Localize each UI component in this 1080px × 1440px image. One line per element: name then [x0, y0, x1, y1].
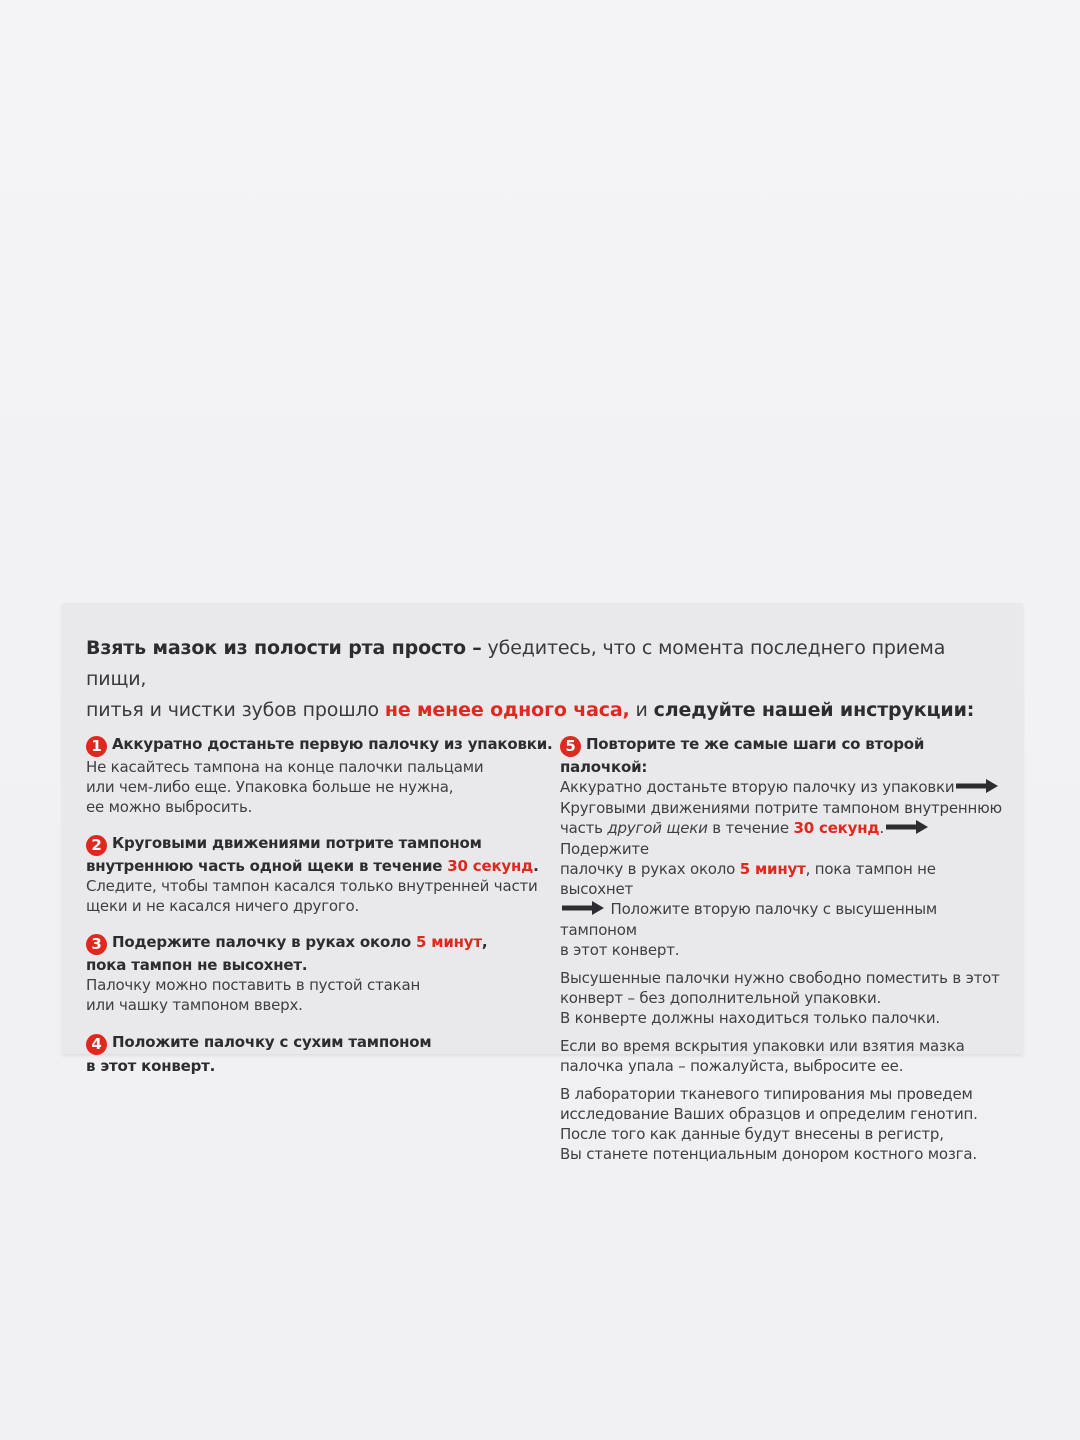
step-5-line-text: Подержите — [559, 840, 649, 858]
step-4 — [86, 1031, 560, 1078]
step-5-title — [560, 734, 1003, 777]
step-5-line-text: часть — [559, 819, 608, 837]
step-5-duration: 30 секунд — [793, 819, 880, 837]
note-laboratory — [560, 1084, 1003, 1164]
note-line: Если во время вскрытия упаковки или взятия мазка — [559, 1037, 965, 1055]
step-5-line-text: Аккуратно достаньте вторую палочку из упаковки — [559, 778, 955, 796]
step-5-line-text: . — [879, 819, 884, 837]
step-1-line: или чем-либо еще. Упаковка больше не нужна, — [86, 778, 454, 796]
note-line: В конверте должны находиться только палочки. — [559, 1009, 940, 1027]
step-1-line: Не касайтесь тампона на конце палочки пальцами — [86, 758, 484, 776]
note-line: палочка упала – пожалуйста, выбросите ее. — [559, 1057, 904, 1075]
step-5-line-text: в течение — [707, 819, 794, 837]
instruction-columns — [86, 734, 1003, 1172]
step-5-line — [560, 859, 1003, 899]
step-2-title-end: . — [533, 857, 539, 875]
step-5-line: Круговыми движениями потрите тампоном внутреннюю — [559, 799, 1002, 817]
step-1 — [86, 734, 560, 817]
step-2 — [86, 833, 560, 916]
step-5-line-text: Положите вторую палочку с высушенным тампоном — [559, 900, 937, 939]
step-5-line — [560, 818, 1003, 859]
step-4-title-text: Положите палочку с сухим тампоном — [112, 1033, 432, 1051]
step-number-badge: 3 — [86, 934, 107, 955]
note-line: В лаборатории тканевого типирования мы проведем — [559, 1085, 973, 1103]
headline-highlight: не менее одного часа, — [384, 699, 630, 721]
step-3-title-text: пока тампон не высохнет. — [86, 956, 308, 974]
step-3-line: или чашку тампоном вверх. — [86, 996, 303, 1014]
headline — [86, 633, 1003, 726]
note-line: После того как данные будут внесены в регистр, — [559, 1125, 944, 1143]
right-column — [560, 734, 1003, 1172]
step-5-title-text: Повторите те же самые шаги со второй палочкой: — [559, 735, 925, 776]
headline-lead: Взять мазок из полости рта просто – — [86, 637, 482, 659]
note-line: исследование Ваших образцов и определим генотип. — [559, 1105, 978, 1123]
step-2-title-text: Круговыми движениями потрите тампоном — [112, 834, 482, 852]
headline-text-2: питья и чистки зубов прошло — [86, 699, 385, 721]
step-5-other-cheek: другой щеки — [607, 819, 708, 837]
step-2-line: щеки и не касался ничего другого. — [86, 897, 360, 915]
step-5-line: в этот конверт. — [559, 941, 680, 959]
step-5 — [560, 734, 1003, 960]
arrow-right-icon — [956, 778, 998, 798]
step-3 — [86, 932, 560, 1015]
note-line: Высушенные палочки нужно свободно поместить в этот — [559, 969, 1000, 987]
step-2-body — [86, 876, 560, 916]
step-5-dry-time: 5 минут — [739, 860, 806, 878]
arrow-right-icon — [886, 819, 928, 839]
step-3-line: Палочку можно поставить в пустой стакан — [86, 976, 421, 994]
step-1-body — [86, 757, 560, 817]
step-2-duration: 30 секунд — [447, 857, 534, 875]
step-2-title-text: внутреннюю часть одной щеки в течение — [86, 857, 448, 875]
note-line: Вы станете потенциальным донором костного мозга. — [559, 1145, 977, 1163]
arrow-right-icon — [562, 900, 604, 920]
step-1-line: ее можно выбросить. — [86, 798, 253, 816]
left-column — [86, 734, 560, 1172]
step-3-duration: 5 минут — [416, 933, 482, 951]
headline-text-1: убедитесь, что с момента последнего приема пищи, — [86, 637, 946, 690]
step-3-body — [86, 975, 560, 1015]
step-number-badge: 5 — [560, 736, 581, 757]
step-2-title — [86, 833, 560, 876]
step-5-line — [560, 777, 1003, 798]
step-2-line: Следите, чтобы тампон касался только внутренней части — [86, 877, 538, 895]
step-4-title-text: в этот конверт. — [86, 1057, 216, 1075]
step-number-badge: 1 — [86, 736, 107, 757]
step-4-title — [86, 1031, 560, 1078]
step-1-title-text: Аккуратно достаньте первую палочку из упаковки. — [112, 735, 553, 753]
step-5-line-text: палочку в руках около — [559, 860, 740, 878]
headline-text-3: и — [629, 699, 654, 721]
step-5-body — [560, 777, 1003, 960]
note-dropped-swab — [560, 1036, 1003, 1076]
step-number-badge: 2 — [86, 835, 107, 856]
instruction-envelope — [62, 603, 1023, 1163]
step-number-badge: 4 — [86, 1034, 107, 1055]
step-3-title-end: , — [481, 933, 488, 951]
step-3-title — [86, 932, 560, 975]
step-5-line-text: , пока тампон не высохнет — [559, 860, 936, 898]
note-packaging — [560, 968, 1003, 1028]
step-3-title-text: Подержите палочку в руках около — [112, 933, 417, 951]
step-1-title — [86, 734, 560, 757]
step-5-line — [560, 899, 1003, 940]
note-line: конверт – без дополнительной упаковки. — [559, 989, 882, 1007]
headline-call-to-action: следуйте нашей инструкции: — [653, 699, 975, 721]
